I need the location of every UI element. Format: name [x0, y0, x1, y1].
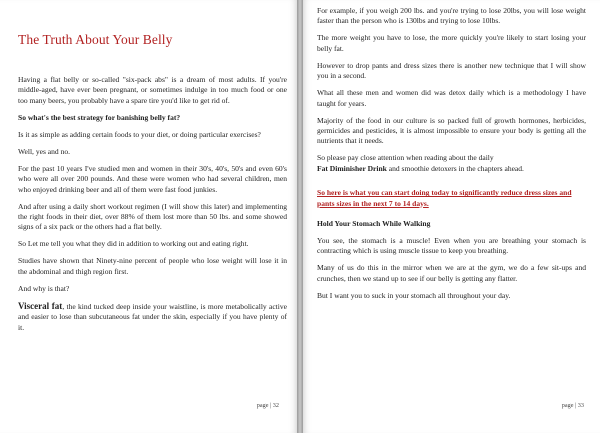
paragraph: Having a flat belly or so-called "six-pack abs" is a dream of most adults. If you're middle-aged, have ever been pregnant, or sometimes indulge in too much food or one too many beers, you probably have a spare tire you'd like to get rid of.: [18, 75, 287, 105]
paragraph: [317, 153, 586, 174]
paragraph: What all these men and women did was detox daily which is a methodology I have taught for years.: [317, 88, 586, 108]
right-page: [303, 0, 600, 433]
question-heading: So what's the best strategy for banishing belly fat?: [18, 112, 181, 122]
paragraph: However to drop pants and dress sizes there is another new technique that I will show you in a second.: [317, 60, 586, 81]
page-number: page | 33: [561, 402, 584, 409]
paragraph: But I want you to suck in your stomach all throughout your day.: [317, 290, 511, 300]
paragraph: The more weight you have to lose, the more quickly you're likely to start losing your belly fat.: [317, 33, 586, 53]
paragraph: [18, 301, 287, 333]
paragraph-text: , the kind tucked deep inside your waistline, is more metabolically active and easier to lose than subcutaneous fat under the skin, especially if you have plenty of it.: [18, 301, 288, 332]
paragraph: Majority of the food in our culture is so packed full of growth hormones, herbicides, germicides and pesticides, it is almost impossible to ensure your body is getting all the nutrients that it needs.: [317, 115, 586, 146]
paragraph-text: So please pay close attention when reading about the daily: [317, 153, 494, 163]
left-page: [0, 0, 297, 433]
paragraph: Studies have shown that Ninety-nine percent of people who lose weight will lose it in the abdominal and thigh region first.: [18, 256, 287, 276]
paragraph: So Let me tell you what they did in addition to working out and eating right.: [18, 239, 249, 249]
keyword-visceral-fat: Visceral fat: [18, 300, 63, 311]
paragraph: Is it as simple as adding certain foods to your diet, or doing particular exercises?: [18, 129, 261, 139]
paragraph: Many of us do this in the mirror when we are at the gym, we do a few sit-ups and crunches, then we stand up to see if our belly is getting any flatter.: [317, 263, 586, 283]
paragraph: For the past 10 years I've studied men and women in their 30's, 40's, 50's and even 60's who were all over 200 pounds. And these were women who had several children, men who enjoyed drinking beer and all of them were fast food junkies.: [18, 163, 287, 194]
highlighted-callout: So here is what you can start doing today to significantly reduce dress sizes and pants sizes in the next 7 to 14 days.: [317, 188, 572, 208]
chapter-title: The Truth About Your Belly: [18, 32, 173, 47]
paragraph: Well, yes and no.: [18, 146, 70, 156]
paragraph: And after using a daily short workout regimen (I will show this later) and implementing the right foods in their diet, over 88% of them lost more than 50 lbs. and some showed signs of a six pack or the others had a flat belly.: [18, 201, 287, 232]
paragraph-text: and smoothie detoxers in the chapters ahead.: [386, 163, 524, 173]
section-heading: Hold Your Stomach While Walking: [317, 219, 431, 229]
keyword-fat-diminisher-drink: Fat Diminisher Drink: [317, 163, 387, 173]
page-number: page | 32: [256, 402, 279, 409]
paragraph: For example, if you weigh 200 lbs. and you're trying to lose 20lbs, you will lose weight faster than the person who is 130lbs and trying to lose 10lbs.: [317, 6, 586, 26]
paragraph: And why is that?: [18, 283, 70, 293]
paragraph: You see, the stomach is a muscle! Even when you are breathing your stomach is contracting which is using muscle tissue to keep you breathing.: [317, 236, 586, 256]
